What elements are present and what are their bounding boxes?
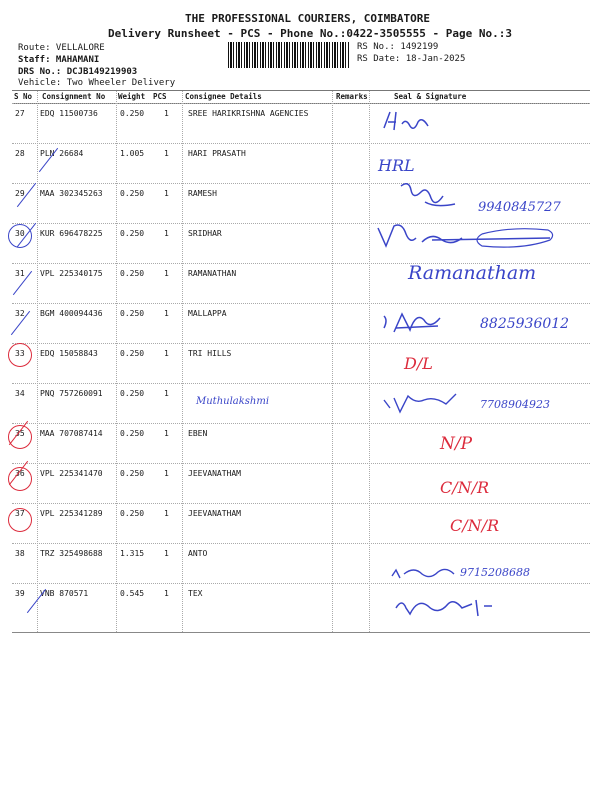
- row-consignment: MAA 302345263: [40, 189, 103, 198]
- handwritten-remark: C/N/R: [440, 478, 490, 497]
- row-sno: 32: [15, 309, 25, 318]
- signature-scribble: [380, 108, 440, 136]
- row-weight: 0.250: [120, 269, 145, 278]
- row-sno: 36: [15, 469, 25, 478]
- row-weight: 0.250: [120, 229, 145, 238]
- rs-date: RS Date: 18-Jan-2025: [357, 54, 466, 64]
- row-weight: 0.250: [120, 429, 145, 438]
- signature-scribble: [395, 178, 475, 218]
- signature-scribble: [380, 388, 480, 418]
- handwritten-phone: 9715208688: [460, 566, 530, 579]
- table-row: [12, 503, 590, 544]
- row-pcs: 1: [164, 469, 169, 478]
- table-row: [12, 143, 590, 184]
- row-weight: 0.250: [120, 509, 145, 518]
- handwritten-consignee: Muthulakshmi: [196, 396, 270, 407]
- handwritten-phone: 8825936012: [480, 316, 570, 332]
- row-consignee: TEX: [188, 589, 203, 598]
- col-weight: Weight: [118, 92, 146, 101]
- row-sno: 34: [15, 389, 25, 398]
- barcode-image: [228, 42, 350, 68]
- row-sno: 27: [15, 109, 25, 118]
- row-weight: 0.250: [120, 469, 145, 478]
- col-sno: S No: [14, 92, 33, 101]
- row-pcs: 1: [164, 389, 169, 398]
- circle-mark-icon: [8, 224, 32, 248]
- handwritten-remark: C/N/R: [450, 516, 500, 535]
- row-pcs: 1: [164, 589, 169, 598]
- table-row: [12, 463, 590, 504]
- row-consignment: TRZ 325498688: [40, 549, 103, 558]
- row-sno: 30: [15, 229, 25, 238]
- row-consignment: VPL 225340175: [40, 269, 103, 278]
- runsheet-table: [12, 90, 590, 633]
- row-sno: 28: [15, 149, 25, 158]
- row-weight: 0.250: [120, 189, 145, 198]
- handwritten-remark: N/P: [440, 434, 473, 454]
- signature-scribble: [388, 560, 460, 584]
- row-pcs: 1: [164, 149, 169, 158]
- staff-label: Staff: MAHAMANI: [18, 55, 100, 65]
- document-title: THE PROFESSIONAL COURIERS, COIMBATORE: [185, 12, 431, 25]
- vehicle-label: Vehicle: Two Wheeler Delivery: [18, 78, 176, 88]
- row-consignee: HARI PRASATH: [188, 149, 246, 158]
- col-pcs: PCS: [153, 92, 167, 101]
- signature-scribble: [392, 594, 512, 622]
- row-sno: 33: [15, 349, 25, 358]
- row-weight: 0.545: [120, 589, 145, 598]
- row-sno: 29: [15, 189, 25, 198]
- row-consignment: PLN 26684: [40, 149, 84, 158]
- row-sno: 37: [15, 509, 25, 518]
- row-consignee: RAMANATHAN: [188, 269, 237, 278]
- row-weight: 1.005: [120, 149, 145, 158]
- row-weight: 0.250: [120, 109, 145, 118]
- signature-scribble: [372, 220, 562, 254]
- row-consignment: PNQ 757260091: [40, 389, 103, 398]
- row-weight: 0.250: [120, 389, 145, 398]
- row-pcs: 1: [164, 229, 169, 238]
- row-pcs: 1: [164, 349, 169, 358]
- document-subtitle: Delivery Runsheet - PCS - Phone No.:0422-3505555 - Page No.:3: [108, 27, 512, 40]
- col-seal: Seal & Signature: [394, 92, 467, 101]
- handwritten-remark: D/L: [404, 354, 433, 373]
- row-consignment: MAA 707087414: [40, 429, 103, 438]
- row-consignee: EBEN: [188, 429, 208, 438]
- row-pcs: 1: [164, 189, 169, 198]
- rs-number: RS No.: 1492199: [357, 42, 439, 52]
- row-pcs: 1: [164, 269, 169, 278]
- route-label: Route: VELLALORE: [18, 43, 105, 53]
- table-row: [12, 103, 590, 144]
- handwritten-signature: HRL: [378, 156, 415, 175]
- col-consignee: Consignee Details: [185, 92, 262, 101]
- row-consignment: VPL 225341470: [40, 469, 103, 478]
- row-consignee: SREE HARIKRISHNA AGENCIES: [188, 109, 309, 118]
- row-pcs: 1: [164, 549, 169, 558]
- row-weight: 0.250: [120, 349, 145, 358]
- row-consignee: ANTO: [188, 549, 208, 558]
- row-consignee: JEEVANATHAM: [188, 509, 241, 518]
- row-consignment: EDQ 15058843: [40, 349, 98, 358]
- row-sno: 38: [15, 549, 25, 558]
- table-row: [12, 423, 590, 464]
- signature-scribble: [380, 308, 460, 338]
- circle-mark-icon: [8, 508, 32, 532]
- row-sno: 39: [15, 589, 25, 598]
- handwritten-phone: 9940845727: [478, 200, 561, 215]
- row-consignment: KUR 696478225: [40, 229, 103, 238]
- row-consignment: VPL 225341289: [40, 509, 103, 518]
- row-sno: 31: [15, 269, 25, 278]
- row-sno: 35: [15, 429, 25, 438]
- table-row: [12, 343, 590, 384]
- row-consignment: BGM 400094436: [40, 309, 103, 318]
- col-consignment: Consignment No: [42, 92, 106, 101]
- row-consignment: EDQ 11500736: [40, 109, 98, 118]
- row-pcs: 1: [164, 109, 169, 118]
- row-pcs: 1: [164, 429, 169, 438]
- row-consignee: MALLAPPA: [188, 309, 227, 318]
- row-pcs: 1: [164, 509, 169, 518]
- row-weight: 1.315: [120, 549, 145, 558]
- handwritten-phone: 7708904923: [480, 398, 550, 411]
- row-weight: 0.250: [120, 309, 145, 318]
- circle-mark-icon: [8, 343, 32, 367]
- row-consignee: RAMESH: [188, 189, 217, 198]
- row-consignment: VNB 870571: [40, 589, 89, 598]
- row-consignee: TRI HILLS: [188, 349, 232, 358]
- row-consignee: SRIDHAR: [188, 229, 222, 238]
- handwritten-signature: Ramanatham: [408, 262, 537, 284]
- row-pcs: 1: [164, 309, 169, 318]
- row-consignee: JEEVANATHAM: [188, 469, 241, 478]
- drs-number: DRS No.: DCJB149219903: [18, 67, 138, 77]
- col-remarks: Remarks: [336, 92, 368, 101]
